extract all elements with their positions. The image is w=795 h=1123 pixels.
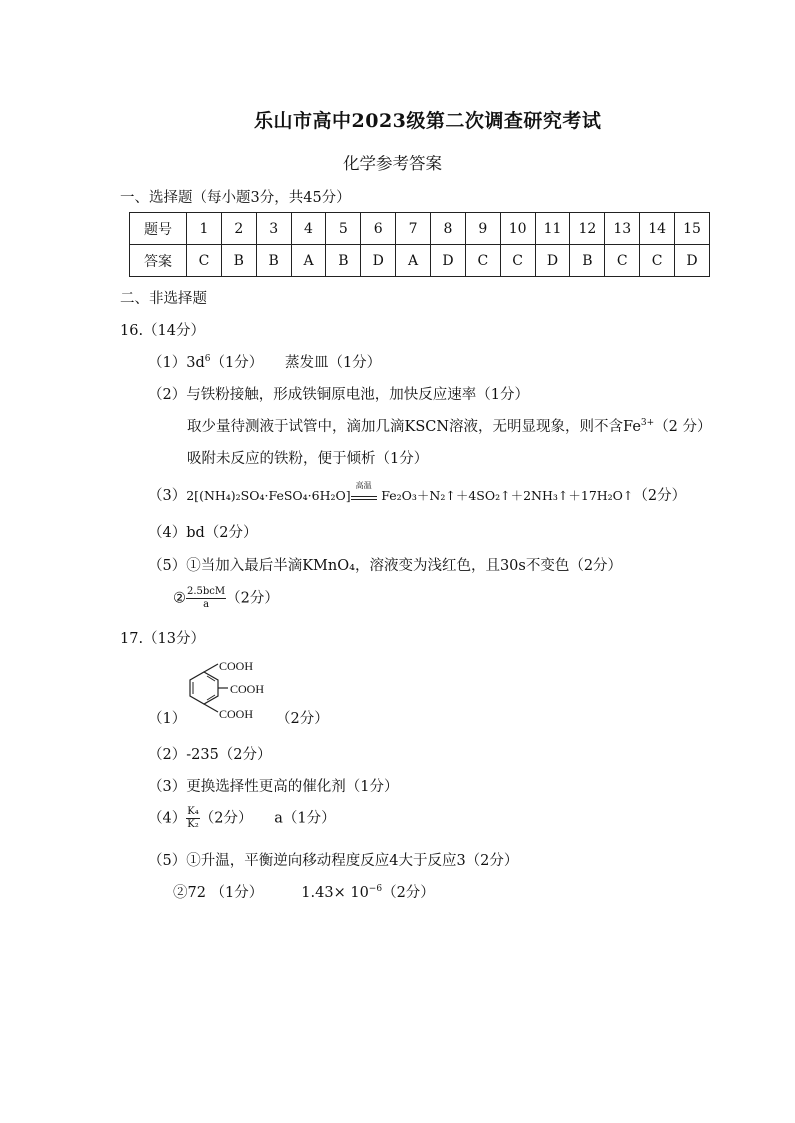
q16-part2-line2-text: 取少量待测液于试管中，滴加几滴KSCN溶液，无明显现象，则不含Fe xyxy=(187,419,641,435)
table-cell: B xyxy=(256,245,291,277)
fraction-denominator: a xyxy=(203,599,210,610)
table-cell: 2 xyxy=(221,213,256,245)
struct-label-middle: COOH xyxy=(230,682,265,696)
struct-label-bottom: COOH xyxy=(219,707,254,721)
q17-part4-number: （4） xyxy=(148,810,187,827)
q17-part1-number: （1） xyxy=(148,711,187,727)
q17-part5-line2 xyxy=(173,881,435,902)
table-cell: A xyxy=(396,245,431,277)
superscript: 6 xyxy=(204,354,211,365)
table-cell: 3 xyxy=(256,213,291,245)
q16-part1-score: （1分） 蒸发皿（1分） xyxy=(210,355,382,371)
equation-reactants: 2[(NH₄)₂SO₄·FeSO₄·6H₂O] xyxy=(186,488,351,503)
q17-part4-score: （2分） a（1分） xyxy=(199,810,336,827)
fraction-denominator: K₂ xyxy=(187,819,199,830)
table-cell: B xyxy=(570,245,605,277)
q16-part3-number: （3） xyxy=(148,488,187,504)
table-cell: C xyxy=(605,245,640,277)
table-cell: C xyxy=(500,245,535,277)
q17-part2: （2）-235（2分） xyxy=(148,747,272,763)
equation-condition: 高温 xyxy=(355,481,372,490)
table-cell: 4 xyxy=(291,213,326,245)
q16-part5-line2 xyxy=(173,586,279,611)
q16-header: 16.（14分） xyxy=(120,323,206,339)
q16-part1-text: （1）3d xyxy=(148,355,205,371)
table-cell: A xyxy=(291,245,326,277)
table-cell: 15 xyxy=(675,213,710,245)
phthalic-structure-diagram xyxy=(180,654,280,726)
table-cell: B xyxy=(326,245,361,277)
page-subtitle: 化学参考答案 xyxy=(343,154,442,173)
table-cell: 14 xyxy=(640,213,675,245)
q17-part4 xyxy=(148,806,336,831)
circled-number: ② xyxy=(173,590,186,607)
q17-header: 17.（13分） xyxy=(120,631,206,647)
q17-part1-score: （2分） xyxy=(276,711,329,727)
scientific-value: 1.43× 10 xyxy=(301,885,369,901)
fraction-numerator: K₄ xyxy=(187,806,199,817)
q17-part3: （3）更换选择性更高的催化剂（1分） xyxy=(148,779,399,795)
q16-part3 xyxy=(148,481,687,505)
q16-part1 xyxy=(148,351,381,372)
equation-arrow xyxy=(351,481,377,500)
table-row-numbers xyxy=(130,213,710,245)
table-row-label: 题号 xyxy=(130,213,187,245)
q17-part5-line2-score: （2分） xyxy=(382,885,435,901)
table-cell: 1 xyxy=(187,213,222,245)
table-cell: C xyxy=(187,245,222,277)
q16-part2: （2）与铁粉接触，形成铁铜原电池，加快反应速率（1分） xyxy=(148,387,529,403)
table-cell: D xyxy=(675,245,710,277)
superscript: −6 xyxy=(368,884,383,895)
table-cell: 7 xyxy=(396,213,431,245)
q16-part5-score: （2分） xyxy=(226,590,279,607)
q17-part5-line2-a: ②72 （1分） xyxy=(173,885,264,901)
table-cell: D xyxy=(361,245,396,277)
answer-table xyxy=(129,212,710,277)
table-cell: 9 xyxy=(465,213,500,245)
table-row-label: 答案 xyxy=(130,245,187,277)
section2-heading: 二、非选择题 xyxy=(120,291,207,307)
section1-heading: 一、选择题（每小题3分，共45分） xyxy=(120,190,351,206)
table-cell: C xyxy=(465,245,500,277)
page-title: 乐山市高中2023级第二次调查研究考试 xyxy=(254,110,602,132)
table-cell: B xyxy=(221,245,256,277)
table-cell: 10 xyxy=(500,213,535,245)
q16-part2-line2 xyxy=(187,415,712,436)
table-cell: 12 xyxy=(570,213,605,245)
q16-part2-line3: 吸附未反应的铁粉，便于倾析（1分） xyxy=(187,451,429,467)
table-cell: 5 xyxy=(326,213,361,245)
q16-part3-score: （2分） xyxy=(633,488,687,504)
table-cell: 6 xyxy=(361,213,396,245)
fraction-numerator: 2.5bcM xyxy=(187,586,226,597)
superscript: 3+ xyxy=(640,418,655,429)
equation-products: Fe₂O₃＋N₂↑＋4SO₂↑＋2NH₃↑＋17H₂O↑ xyxy=(381,488,634,503)
table-row-answers xyxy=(130,245,710,277)
table-cell: D xyxy=(535,245,570,277)
table-cell: 11 xyxy=(535,213,570,245)
table-cell: 13 xyxy=(605,213,640,245)
table-cell: C xyxy=(640,245,675,277)
q17-part5: （5）①升温，平衡逆向移动程度反应4大于反应3（2分） xyxy=(148,853,519,869)
fraction xyxy=(186,586,226,611)
q16-part4: （4）bd（2分） xyxy=(148,525,258,541)
q16-part5: （5）①当加入最后半滴KMnO₄，溶液变为浅红色，且30s不变色（2分） xyxy=(148,558,623,574)
table-cell: 8 xyxy=(431,213,466,245)
struct-label-top: COOH xyxy=(219,659,254,673)
table-cell: D xyxy=(431,245,466,277)
fraction xyxy=(186,806,199,831)
q16-part2-line2-score: （2 分） xyxy=(654,419,712,435)
